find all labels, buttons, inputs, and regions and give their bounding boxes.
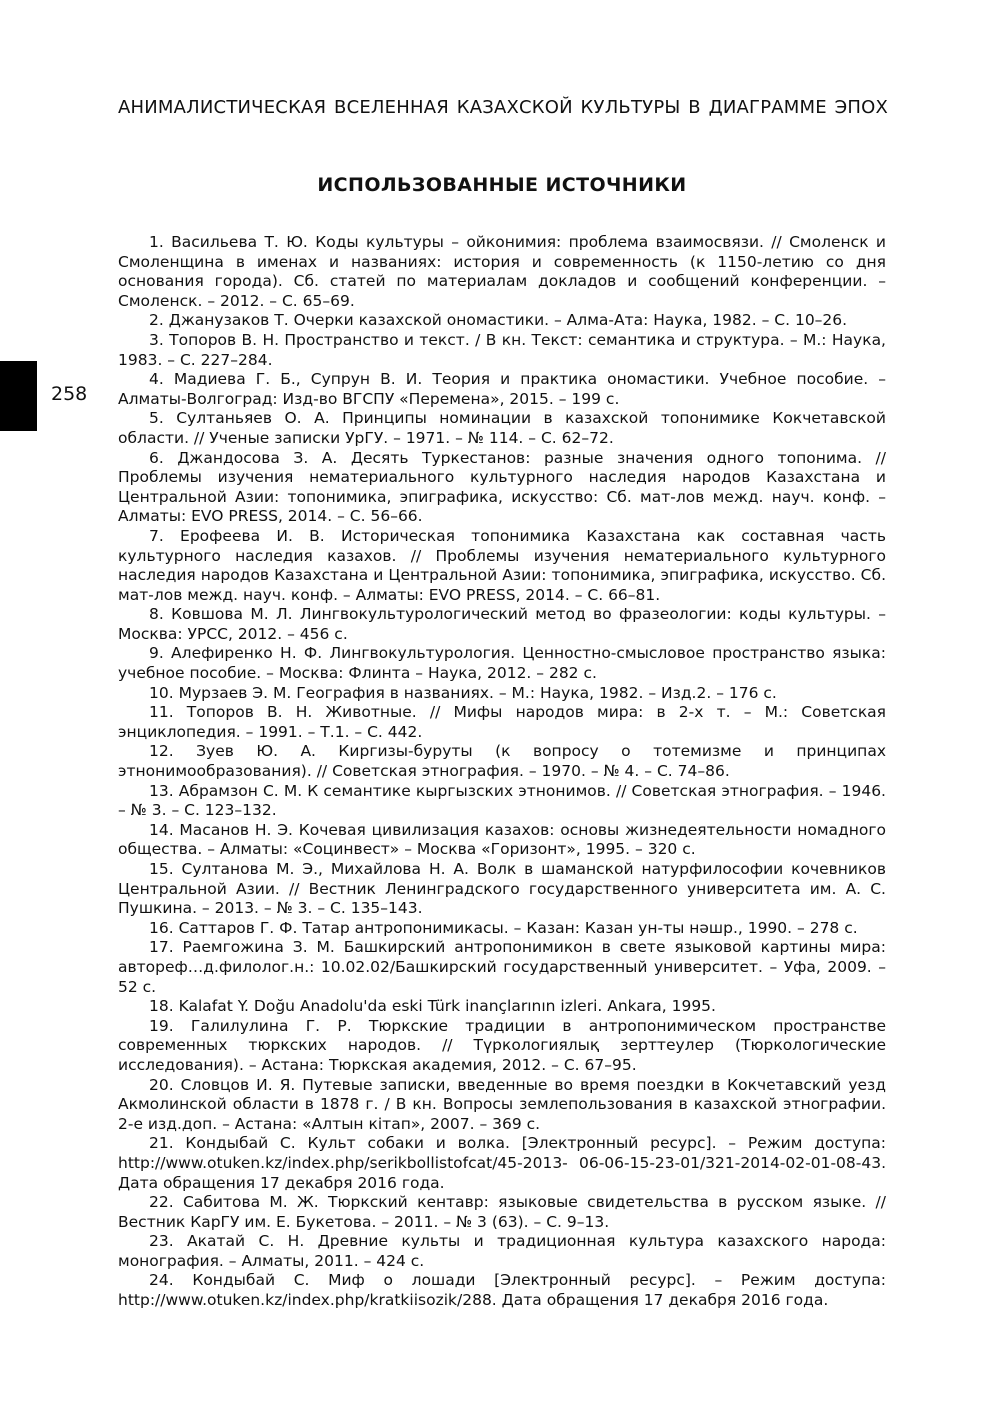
reference-item: 3. Топоров В. Н. Пространство и текст. / В кн. Текст: семантика и структура. – М.: Наука, 1983. – С. 227–284.: [118, 330, 886, 369]
reference-item: 17. Раемгожина З. М. Башкирский антропонимикон в свете языковой картины мира: автореф…д.филолог.н.: 10.02.02/Башкирский государственный университет. – Уфа, 2009. – 52 с.: [118, 938, 886, 996]
reference-item: 20. Словцов И. Я. Путевые записки, введенные во время поездки в Кокчетавский уезд Акмолинской области в 1878 г. / В кн. Вопросы землепользования в казахской этнографии. 2-е изд.доп. – Астана: «Алтын кітап», 2007. – 369 с.: [118, 1075, 886, 1133]
reference-item: 5. Султаньяев О. А. Принципы номинации в казахской топонимике Кокчетавской области. // Ученые записки УрГУ. – 1971. – № 114. – С. 62–72.: [118, 409, 886, 447]
reference-item: 22. Сабитова М. Ж. Тюркский кентавр: языковые свидетельства в русском языке. // Вестник КарГУ им. Е. Букетова. – 2011. – № 3 (63). – С. 9–13.: [118, 1193, 886, 1231]
reference-item: 1. Васильева Т. Ю. Коды культуры – ойконимия: проблема взаимосвязи. // Смоленск и Смоленщина в именах и названиях: история и современность (к 1150-летию со дня основания города). Сб. статей по материалам докладов и сообщений конференции. – Смоленск. – 2012. – С. 65–69.: [118, 233, 886, 310]
thumb-index-tab: [0, 361, 37, 431]
reference-item: 23. Акатай С. Н. Древние культы и традиционная культура казахского народа: монография. – Алматы, 2011. – 424 с.: [118, 1232, 886, 1270]
reference-item: 14. Масанов Н. Э. Кочевая цивилизация казахов: основы жизнедеятельности номадного общества. – Алматы: «Социнвест» – Москва «Горизонт», 1995. – 320 с.: [118, 820, 886, 859]
page-number: 258: [51, 383, 88, 405]
reference-item: 24. Кондыбай С. Миф о лошади [Электронный ресурс]. – Режим доступа: http://www.otuken.kz/index.php/kratkiisozik/288. Дата обращения 17 декабря 2016 года.: [118, 1271, 886, 1310]
reference-item: 8. Ковшова М. Л. Лингвокультурологический метод во фразеологии: коды культуры. – Москва: УРСС, 2012. – 456 с.: [118, 605, 886, 643]
reference-list: [118, 233, 886, 1311]
reference-item: 6. Джандосова З. А. Десять Туркестанов: разные значения одного топонима. // Проблемы изучения нематериального культурного наследия народов Казахстана и Центральной Азии: топонимика, эпиграфика, искусство: Сб. мат-лов межд. науч. конф. – Алматы: EVO PRESS, 2014. – С. 56–66.: [118, 448, 886, 526]
reference-item: 16. Саттаров Г. Ф. Татар антропонимикасы. – Казан: Казан ун-ты нәшр., 1990. – 278 с.: [149, 918, 858, 937]
section-title: ИСПОЛЬЗОВАННЫЕ ИСТОЧНИКИ: [317, 174, 687, 196]
reference-item: 11. Топоров В. Н. Животные. // Мифы народов мира: в 2-х т. – М.: Советская энциклопедия. – 1991. – Т.1. – С. 442.: [118, 703, 886, 741]
reference-item: 13. Абрамзон С. М. К семантике кыргызских этнонимов. // Советская этнография. – 1946. – № 3. – С. 123–132.: [118, 781, 886, 820]
reference-item: 19. Галилулина Г. Р. Тюркские традиции в антропонимическом пространстве современных тюркских народов. // Түркологиялық зерттеулер (Тюркологические исследования). – Астана: Тюркская академия, 2012. – С. 67–95.: [118, 1016, 886, 1074]
reference-item: 9. Алефиренко Н. Ф. Лингвокультурология. Ценностно-смысловое пространство языка: учебное пособие. – Москва: Флинта – Наука, 2012. – 282 с.: [118, 644, 886, 683]
reference-item: 4. Мадиева Г. Б., Супрун В. И. Теория и практика ономастики. Учебное пособие. – Алматы-Волгоград: Изд-во ВГСПУ «Перемена», 2015. – 199 с.: [118, 370, 886, 408]
running-header: АНИМАЛИСТИЧЕСКАЯ ВСЕЛЕННАЯ КАЗАХСКОЙ КУЛЬТУРЫ В ДИАГРАММЕ ЭПОХ: [118, 97, 888, 118]
reference-item: 2. Джанузаков Т. Очерки казахской ономастики. – Алма-Ата: Наука, 1982. – С. 10–26.: [149, 311, 848, 330]
reference-item: 15. Султанова М. Э., Михайлова Н. А. Волк в шаманской натурфилософии кочевников Центральной Азии. // Вестник Ленинградского государственного университета им. А. С. Пушкина. – 2013. – № 3. – С. 135–143.: [118, 860, 886, 918]
reference-item: 21. Кондыбай С. Культ собаки и волка. [Электронный ресурс]. – Режим доступа: http://www.otuken.kz/index.php/serikbollistofcat/45-2013- 06-06-15-23-01/321-2014-02-01-08-43. Дата обращения 17 декабря 2016 года.: [118, 1134, 886, 1192]
reference-item: 7. Ерофеева И. В. Историческая топонимика Казахстана как составная часть культурного наследия казахов. // Проблемы изучения нематериального культурного наследия народов Казахстана и Центральной Азии: топонимика, эпиграфика, искусство. Сб. мат-лов межд. науч. конф. – Алматы: EVO PRESS, 2014. – С. 66–81.: [118, 526, 886, 604]
reference-item: 18. Kalafat Y. Doğu Anadolu'da eski Türk inançlarının izleri. Ankara, 1995.: [149, 997, 716, 1016]
reference-item: 10. Мурзаев Э. М. География в названиях. – М.: Наука, 1982. – Изд.2. – 176 с.: [149, 683, 777, 702]
reference-item: 12. Зуев Ю. А. Киргизы-буруты (к вопросу о тотемизме и принципах этнонимообразования). // Советская этнография. – 1970. – № 4. – С. 74–86.: [118, 742, 886, 781]
